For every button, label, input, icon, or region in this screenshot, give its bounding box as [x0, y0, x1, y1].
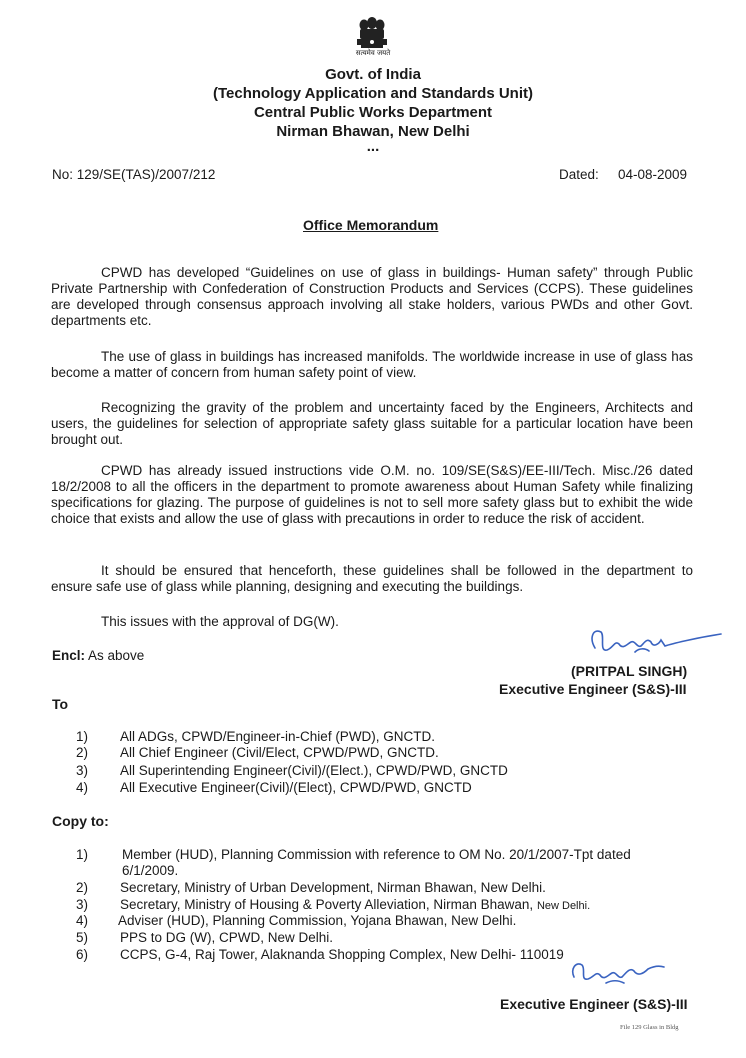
copy-item: Secretary, Ministry of Housing & Poverty Alleviation, Nirman Bhawan, New Delhi. — [120, 897, 591, 912]
paragraph-2: The use of glass in buildings has increased manifolds. The worldwide increase in use of glass has become a matter of concern from human safety point of view. — [51, 349, 693, 380]
copy-item: Secretary, Ministry of Urban Development, Nirman Bhawan, New Delhi. — [120, 880, 546, 895]
signatory-name: (PRITPAL SINGH) — [571, 663, 688, 679]
to-item: All Superintending Engineer(Civil)/(Elect.), CPWD/PWD, GNCTD — [120, 763, 508, 778]
copy-item: CCPS, G-4, Raj Tower, Alaknanda Shopping Complex, New Delhi- 110019 — [120, 947, 564, 962]
header-address: Nirman Bhawan, New Delhi — [276, 123, 470, 140]
to-label: To — [52, 696, 69, 712]
date-label: Dated: — [559, 167, 599, 182]
copy-item-continuation: 6/1/2009. — [122, 863, 179, 878]
header-dots: ... — [366, 138, 380, 155]
paragraph-3: Recognizing the gravity of the problem and uncertainty faced by the Engineers, Architects and users, the guidelines for selection of appropriate safety glass suitable for a particular location have been brought out. — [51, 400, 693, 447]
footer-designation: Executive Engineer (S&S)-III — [500, 996, 688, 1012]
paragraph-5: It should be ensured that henceforth, these guidelines shall be followed in the department to ensure safe use of glass while planning, designing and executing the buildings. — [51, 563, 693, 594]
copy-item-number: 4) — [76, 913, 89, 928]
to-item: All Chief Engineer (Civil/Elect, CPWD/PWD, GNCTD. — [120, 745, 439, 760]
signatory-designation: Executive Engineer (S&S)-III — [499, 681, 687, 697]
date-value: 04-08-2009 — [618, 167, 688, 182]
copy-item-number: 5) — [76, 930, 89, 945]
copy-item: Adviser (HUD), Planning Commission, Yojana Bhawan, New Delhi. — [118, 913, 517, 928]
paragraph-6: This issues with the approval of DG(W). — [101, 614, 339, 629]
enclosure: Encl: As above — [52, 648, 145, 663]
file-reference: File 129 Glass in Bldg — [620, 1024, 679, 1031]
header-unit: (Technology Application and Standards Unit) — [212, 85, 533, 102]
initials-signature-icon — [560, 953, 670, 991]
copy-to-label: Copy to: — [52, 813, 109, 829]
emblem-caption: सत्यमेव जयते — [355, 49, 391, 57]
copy-item: PPS to DG (W), CPWD, New Delhi. — [120, 930, 334, 945]
to-item: All ADGs, CPWD/Engineer-in-Chief (PWD), GNCTD. — [120, 729, 436, 744]
paragraph-4: CPWD has already issued instructions vide O.M. no. 109/SE(S&S)/EE-III/Tech. Misc./26 dated 18/2/2008 to all the officers in the department to promote awareness about Human Safety while finalizing specifications for glazing. The purpose of guidelines is not to sell more safety glass but to exhibit the wide choice that exists and allow the use of glass with precautions in order to reduce the risk of accident. — [51, 463, 693, 526]
to-item-number: 2) — [76, 745, 89, 760]
header-department: Central Public Works Department — [253, 104, 493, 121]
copy-item-number: 3) — [76, 897, 89, 912]
reference-number: No: 129/SE(TAS)/2007/212 — [52, 167, 216, 182]
copy-item-number: 1) — [76, 847, 89, 862]
memo-title: Office Memorandum — [303, 217, 439, 233]
paragraph-1: CPWD has developed “Guidelines on use of glass in buildings- Human safety” through Public Private Partnership with Confederation of Construction Products and Services (CCPS). These guidelines are developed through consensus approach involving all stake holders, various PWDs and other Govt. departments etc. — [51, 265, 693, 328]
copy-item: Member (HUD), Planning Commission with reference to OM No. 20/1/2007-Tpt dated — [122, 847, 631, 862]
to-item-number: 3) — [76, 763, 89, 778]
signature-icon — [575, 618, 725, 668]
copy-item-number: 2) — [76, 880, 89, 895]
copy-item-number: 6) — [76, 947, 89, 962]
to-item: All Executive Engineer(Civil)/(Elect), CPWD/PWD, GNCTD — [120, 780, 472, 795]
header-govt: Govt. of India — [325, 66, 421, 83]
to-item-number: 4) — [76, 780, 89, 795]
to-item-number: 1) — [76, 729, 89, 744]
